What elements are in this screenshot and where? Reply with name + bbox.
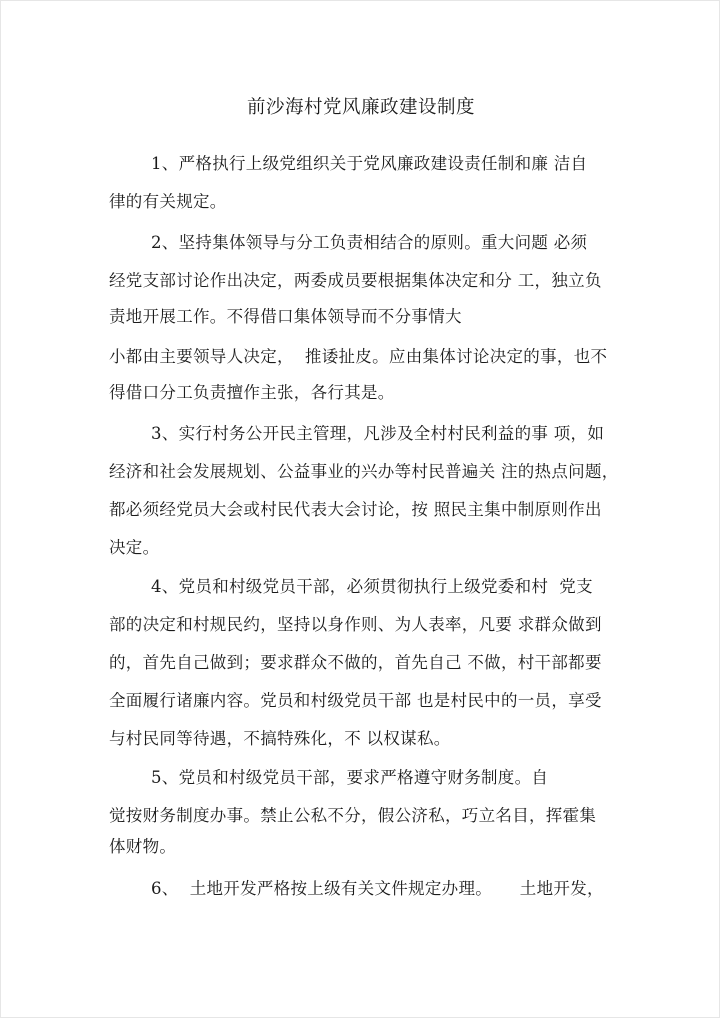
paragraph-5-line-1: 5、党员和村级党员干部，要求严格遵守财务制度。自 <box>151 768 549 787</box>
paragraph-4-line-5: 与村民同等待遇，不搞特殊化，不 以权谋私。 <box>109 729 451 748</box>
paragraph-4-line-4: 全面履行诸廉内容。党员和村级党员干部 也是村民中的一员，享受 <box>109 691 602 710</box>
document-title: 前沙海村党风廉政建设制度 <box>246 97 475 118</box>
paragraph-1-line-2: 律的有关规定。 <box>109 192 227 211</box>
paragraph-4-line-3: 的，首先自己做到；要求群众不做的，首先自己 不做，村干部都要 <box>109 653 602 672</box>
paragraph-2-line-2: 经党支部讨论作出决定，两委成员要根据集体决定和分 工，独立负 <box>109 271 602 290</box>
paragraph-3-line-1: 3、实行村务公开民主管理，凡涉及全村村民利益的事 项，如 <box>151 424 605 443</box>
paragraph-3-line-3: 都必须经党员大会或村民代表大会讨论，按 照民主集中制原则作出 <box>109 500 602 519</box>
paragraph-2-line-4: 小都由主要领导人决定， 推诿扯皮。应由集体讨论决定的事，也不 <box>109 347 608 366</box>
paragraph-5-line-2: 觉按财务制度办事。禁止公私不分，假公济私，巧立名目，挥霍集 <box>109 806 597 825</box>
paragraph-6-line-1: 6、 土地开发严格按上级有关文件规定办理。 土地开发， <box>151 879 604 898</box>
paragraph-5-line-3: 体财物。 <box>109 837 177 856</box>
paragraph-4-line-1: 4、党员和村级党员干部，必须贯彻执行上级党委和村 党支 <box>151 577 593 596</box>
paragraph-2-line-3: 责地开展工作。不得借口集体领导而不分事情大 <box>109 307 462 326</box>
paragraph-2-line-1: 2、坚持集体领导与分工负责相结合的原则。重大问题 必须 <box>151 233 588 252</box>
paragraph-3-line-4: 决定。 <box>109 538 160 557</box>
paragraph-4-line-2: 部的决定和村规民约，坚持以身作则、为人表率，凡要 求群众做到 <box>109 615 602 634</box>
paragraph-3-line-2: 经济和社会发展规划、公益事业的兴办等村民普遍关 注的热点问题， <box>109 462 619 481</box>
paragraph-2-line-5: 得借口分工负责擅作主张，各行其是。 <box>109 383 395 402</box>
paragraph-1-line-1: 1、严格执行上级党组织关于党风廉政建设责任制和廉 洁自 <box>151 154 588 173</box>
